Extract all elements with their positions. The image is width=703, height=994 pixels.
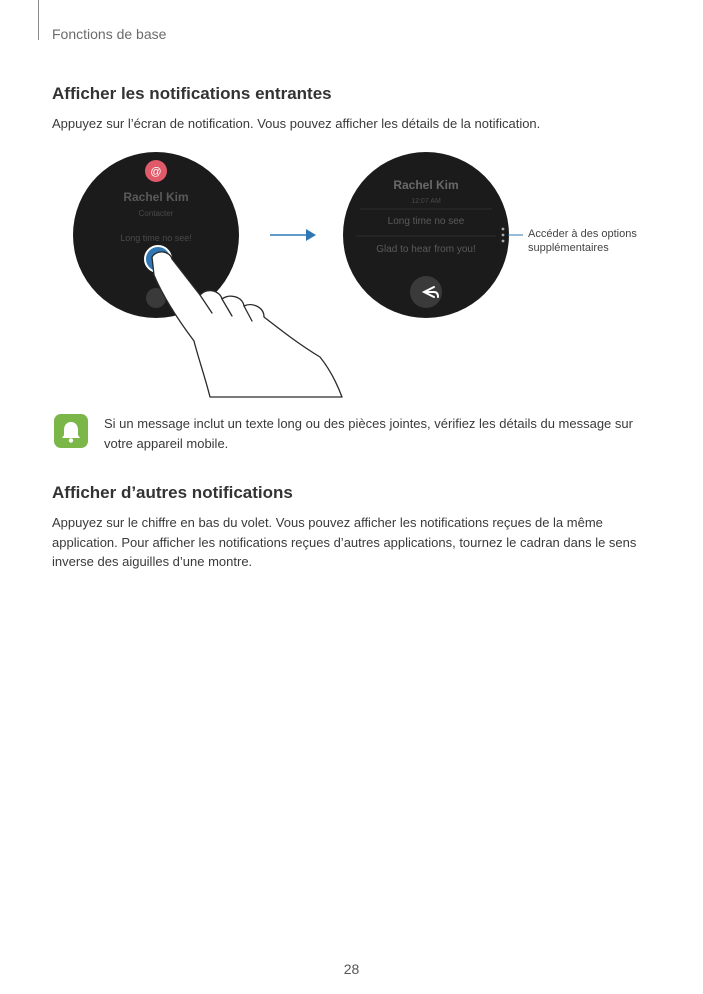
watch-illustration-svg [60, 145, 640, 400]
right-watch-line1: Long time no see [387, 216, 465, 227]
right-watch-screen [343, 152, 509, 318]
header-rule [38, 0, 39, 40]
running-header: Fonctions de base [52, 26, 167, 42]
right-watch-name: Rachel Kim [393, 178, 459, 192]
note-text: Si un message inclut un texte long ou des pièces jointes, vérifiez les détails du message sur votre appareil mobile. [104, 416, 633, 451]
section-body-incoming: Appuyez sur l’écran de notification. Vous pouvez afficher les détails de la notification. [52, 116, 541, 131]
more-options-icon [502, 228, 505, 243]
section-body-other: Appuyez sur le chiffre en bas du volet. Vous pouvez afficher les notifications reçues de la même application. Pour afficher les notifications reçues d’autres applications, tournez le cadran dans le sens inverse des aiguilles d’une montre. [52, 515, 637, 569]
right-watch-line2: Glad to hear from you! [376, 244, 476, 255]
hand-pointer-icon [152, 252, 342, 397]
left-watch-name: Rachel Kim [123, 190, 189, 204]
section-title-incoming: Afficher les notifications entrantes [52, 84, 332, 103]
left-watch-sub: Contacter [138, 209, 174, 218]
transition-arrow-icon [270, 229, 316, 241]
left-watch-message: Long time no see! [120, 233, 192, 243]
note-bell-icon [54, 414, 88, 448]
right-watch-time: 12:07 AM [411, 198, 441, 205]
section-title-other: Afficher d’autres notifications [52, 483, 293, 502]
annotation-more-options: Accéder à des options supplémentaires [528, 228, 637, 254]
watch-illustration [60, 145, 640, 400]
page-number: 28 [343, 961, 360, 977]
svg-text:@: @ [150, 166, 162, 178]
